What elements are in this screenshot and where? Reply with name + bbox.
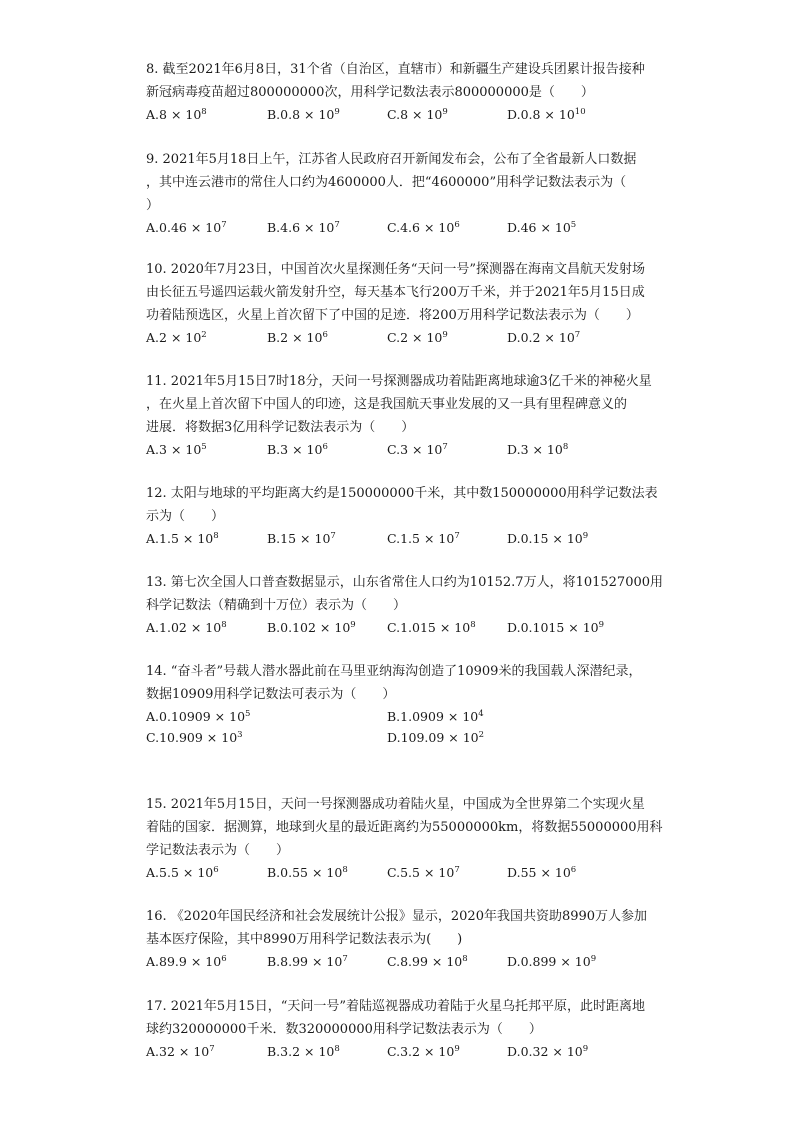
question-8: [146, 58, 676, 129]
option-c[interactable]: $C.8.99 \times 10^8$: [387, 953, 468, 969]
question-11: [146, 370, 676, 464]
option-d[interactable]: $D.3 \times 10^8$: [507, 441, 569, 457]
options: [146, 220, 676, 242]
option-d[interactable]: $D.0.15 \times 10^9$: [507, 530, 589, 546]
question-text: 新冠病毒疫苗超过800000000次，用科学记数法表示800000000是（ ）: [146, 85, 594, 100]
question-text: 球约320000000千米．数320000000用科学记数法表示为（ ）: [146, 1022, 542, 1037]
question-text: 15. 2021年5月15日，天问一号探测器成功着陆火星，中国成为全世界第二个实现火星: [146, 797, 645, 812]
option-a[interactable]: $A.8 \times 10^8$: [146, 106, 207, 122]
option-a[interactable]: $A.3 \times 10^5$: [146, 441, 207, 457]
question-10: [146, 258, 676, 352]
question-text: 13. 第七次全国人口普查数据显示，山东省常住人口约为10152.7万人，将101527000用: [146, 575, 664, 590]
option-d[interactable]: $D.109.09 \times 10^2$: [387, 729, 485, 745]
question-text: 科学记数法（精确到十万位）表示为（ ）: [146, 598, 407, 613]
option-b[interactable]: $B.15 \times 10^7$: [267, 530, 336, 546]
question-text: 12. 太阳与地球的平均距离大约是150000000千米，其中数150000000用科学记数法表: [146, 486, 658, 501]
question-text: 8. 截至2021年6月8日，31个省（自治区，直辖市）和新疆生产建设兵团累计报告接种: [146, 62, 645, 77]
question-text: ）: [146, 198, 160, 213]
question-text: 由长征五号遥四运载火箭发射升空，每天基本飞行200万千米，并于2021年5月15日成: [146, 285, 645, 300]
options: [146, 709, 676, 753]
option-a[interactable]: $A.32 \times 10^7$: [146, 1043, 215, 1059]
option-b[interactable]: $B.0.55 \times 10^8$: [267, 864, 348, 880]
question-9: [146, 148, 676, 242]
question-text: ，其中连云港市的常住人口约为4600000人．把“4600000”用科学记数法表示为（: [146, 175, 627, 190]
option-b[interactable]: $B.4.6 \times 10^7$: [267, 219, 340, 235]
question-text: 10. 2020年7月23日，中国首次火星探测任务“天问一号”探测器在海南文昌航天发射场: [146, 262, 645, 277]
option-a[interactable]: $A.0.46 \times 10^7$: [146, 219, 227, 235]
question-text: 14. “奋斗者”号载人潜水器此前在马里亚纳海沟创造了10909米的我国载人深潜纪录，: [146, 664, 642, 679]
option-d[interactable]: $D.55 \times 10^6$: [507, 864, 577, 880]
options: [146, 107, 676, 129]
option-b[interactable]: $B.2 \times 10^6$: [267, 329, 328, 345]
option-d[interactable]: $D.0.8 \times 10^{10}$: [507, 106, 586, 122]
options: [146, 330, 676, 352]
option-b[interactable]: $B.3 \times 10^6$: [267, 441, 328, 457]
option-b[interactable]: $B.0.102 \times 10^9$: [267, 619, 356, 635]
question-text: 11. 2021年5月15日7时18分，天问一号探测器成功着陆距离地球逾3亿千米的神秘火星: [146, 374, 652, 389]
options: [146, 531, 676, 553]
option-a[interactable]: $A.5.5 \times 10^6$: [146, 864, 219, 880]
option-a[interactable]: $A.89.9 \times 10^6$: [146, 953, 227, 969]
question-text: 学记数法表示为（ ）: [146, 843, 290, 858]
option-a[interactable]: $A.1.02 \times 10^8$: [146, 619, 227, 635]
option-a[interactable]: $A.0.10909 \times 10^5$: [146, 708, 251, 724]
option-c[interactable]: $C.2 \times 10^9$: [387, 329, 448, 345]
option-c[interactable]: $C.1.015 \times 10^8$: [387, 619, 476, 635]
option-d[interactable]: $D.0.2 \times 10^7$: [507, 329, 581, 345]
option-a[interactable]: $A.1.5 \times 10^8$: [146, 530, 219, 546]
option-c[interactable]: $C.10.909 \times 10^3$: [146, 729, 243, 745]
option-a[interactable]: $A.2 \times 10^2$: [146, 329, 207, 345]
question-text: 17. 2021年5月15日，“天问一号”着陆巡视器成功着陆于火星乌托邦平原，此时距离地: [146, 999, 645, 1014]
question-text: 进展．将数据3亿用科学记数法表示为（ ）: [146, 420, 415, 435]
question-text: 着陆的国家．据测算，地球到火星的最近距离约为55000000km，将数据55000000用科: [146, 820, 663, 835]
option-b[interactable]: $B.3.2 \times 10^8$: [267, 1043, 340, 1059]
options: [146, 954, 676, 976]
options: [146, 865, 676, 887]
option-d[interactable]: $D.0.1015 \times 10^9$: [507, 619, 605, 635]
option-b[interactable]: $B.8.99 \times 10^7$: [267, 953, 348, 969]
option-b[interactable]: $B.1.0909 \times 10^4$: [387, 708, 484, 724]
question-13: [146, 571, 676, 642]
options: [146, 620, 676, 642]
option-c[interactable]: $C.3 \times 10^7$: [387, 441, 448, 457]
question-text: 基本医疗保险，其中8990万用科学记数法表示为( ): [146, 932, 463, 947]
option-d[interactable]: $D.0.32 \times 10^9$: [507, 1043, 589, 1059]
question-15: [146, 793, 676, 887]
question-text: 功着陆预选区，火星上首次留下了中国的足迹．将200万用科学记数法表示为（ ）: [146, 308, 639, 323]
option-d[interactable]: $D.46 \times 10^5$: [507, 219, 577, 235]
question-text: 示为（ ）: [146, 509, 225, 524]
option-c[interactable]: $C.4.6 \times 10^6$: [387, 219, 460, 235]
question-text: 9. 2021年5月18日上午，江苏省人民政府召开新闻发布会，公布了全省最新人口数据: [146, 152, 637, 167]
question-12: [146, 482, 676, 553]
question-14: [146, 660, 676, 753]
option-b[interactable]: $B.0.8 \times 10^9$: [267, 106, 340, 122]
options: [146, 442, 676, 464]
options: [146, 1044, 676, 1066]
question-17: [146, 995, 676, 1066]
question-16: [146, 905, 676, 976]
option-c[interactable]: $C.8 \times 10^9$: [387, 106, 448, 122]
question-text: 数据10909用科学记数法可表示为（ ）: [146, 687, 396, 702]
option-c[interactable]: $C.1.5 \times 10^7$: [387, 530, 460, 546]
question-text: ，在火星上首次留下中国人的印迹，这是我国航天事业发展的又一具有里程碑意义的: [146, 397, 628, 412]
option-c[interactable]: $C.3.2 \times 10^9$: [387, 1043, 460, 1059]
question-text: 16. 《2020年国民经济和社会发展统计公报》显示，2020年我国共资助8990万人参加: [146, 909, 648, 924]
option-d[interactable]: $D.0.899 \times 10^9$: [507, 953, 597, 969]
option-c[interactable]: $C.5.5 \times 10^7$: [387, 864, 460, 880]
